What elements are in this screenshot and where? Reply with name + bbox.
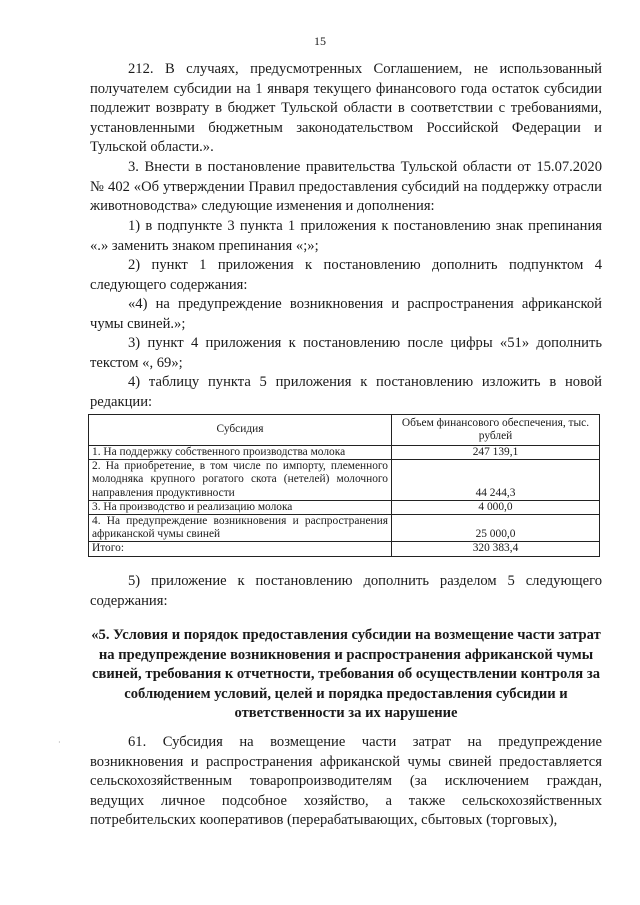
row-value: 247 139,1: [392, 446, 600, 460]
row-value: 44 244,3: [392, 460, 600, 501]
table-row: [89, 515, 600, 542]
list-item-2: 2) пункт 1 приложения к постановлению дополнить подпунктом 4 следующего содержания:: [90, 257, 602, 293]
paragraph-212: 212. В случаях, предусмотренных Соглашением, не использованный получателем субсидии на 1 января текущего финансового года остаток субсидии подлежит возврату в бюджет Тульской области в соответствии с требованиями, установленными бюджетным законодательством Российской Федерации и Тульской области.».: [90, 61, 602, 156]
table-row: [89, 446, 600, 460]
row-name: 3. На производство и реализацию молока: [89, 500, 392, 514]
row-value: 4 000,0: [392, 500, 600, 514]
list-item-2-quote: «4) на предупреждение возникновения и распространения африканской чумы свиней.»;: [90, 296, 602, 332]
table-header-row: [89, 415, 600, 446]
column-header-subsidy: Субсидия: [89, 415, 392, 446]
total-label: Итого:: [89, 542, 392, 556]
column-header-amount: Объем финансового обеспечения, тыс. рублей: [392, 415, 600, 446]
row-name: 1. На поддержку собственного производства молока: [89, 446, 392, 460]
table-row: [89, 460, 600, 501]
section-heading: «5. Условия и порядок предоставления субсидии на возмещение части затрат на предупреждение возникновения и распространения африканской чумы свиней, требования к отчетности, требования об осуществлении контроля за соблюдением условий, целей и порядка предоставления субсидии и ответственности за их нарушение: [91, 627, 601, 722]
list-item-5: 5) приложение к постановлению дополнить разделом 5 следующего содержания:: [90, 573, 602, 609]
table-total-row: [89, 542, 600, 556]
paragraph-61: 61. Субсидия на возмещение части затрат на предупреждение возникновения и распространения африканской чумы свиней предоставляется сельскохозяйственным товаропроизводителям (за исключением граждан, ведущих личное подсобное хозяйство, а также сельскохозяйственных потребительских кооперативов (перерабатывающих, сбытовых (торговых),: [90, 734, 602, 829]
row-name: 2. На приобретение, в том числе по импорту, племенного молодняка крупного рогатого скота (нетелей) молочного направления продуктивности: [89, 460, 392, 501]
table-row: [89, 500, 600, 514]
list-item-1: 1) в подпункте 3 пункта 1 приложения к постановлению знак препинания «.» заменить знаком препинания «;»;: [90, 218, 602, 254]
row-name: 4. На предупреждение возникновения и распространения африканской чумы свиней: [89, 515, 392, 542]
total-value: 320 383,4: [392, 542, 600, 556]
subsidy-table: [88, 414, 600, 557]
scan-mark: ·: [58, 738, 61, 747]
list-item-3: 3) пункт 4 приложения к постановлению после цифры «51» дополнить текстом «, 69»;: [90, 335, 602, 371]
list-item-4: 4) таблицу пункта 5 приложения к постановлению изложить в новой редакции:: [90, 374, 602, 410]
paragraph-3: 3. Внести в постановление правительства Тульской области от 15.07.2020 № 402 «Об утверждении Правил предоставления субсидий на поддержку отрасли животноводства» следующие изменения и дополнения:: [90, 159, 602, 215]
page-number: 15: [314, 34, 326, 48]
row-value: 25 000,0: [392, 515, 600, 542]
